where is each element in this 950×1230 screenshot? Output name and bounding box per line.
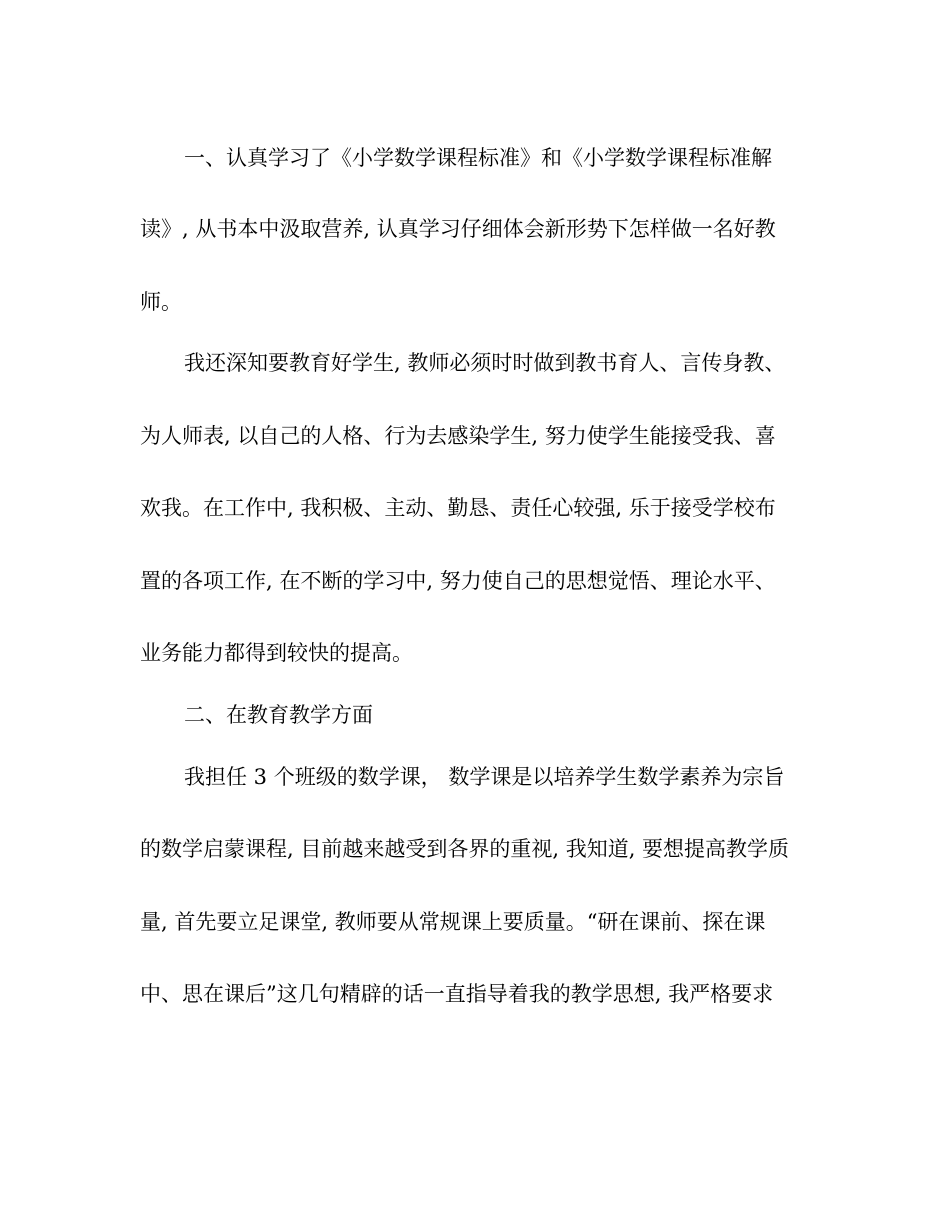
paragraph-2-line-1: 我还深知要教育好学生, 教师必须时时做到教书育人、言传身教、 xyxy=(184,351,786,375)
paragraph-1-line-1: 一、认真学习了《小学数学课程标准》和《小学数学课程标准解 xyxy=(184,146,772,170)
paragraph-3-line-2: 的数学启蒙课程, 目前越来越受到各界的重视, 我知道, 要想提高教学质 xyxy=(140,837,790,861)
paragraph-2-line-3: 欢我。在工作中, 我积极、主动、勤恳、责任心较强, 乐于接受学校布 xyxy=(140,496,776,520)
paragraph-3-line-3: 量, 首先要立足课堂, 教师要从常规课上要质量。“研在课前、探在课 xyxy=(140,910,766,934)
paragraph-3-line-4: 中、思在课后”这几句精辟的话一直指导着我的教学思想, 我严格要求 xyxy=(140,982,774,1006)
section-heading-2: 二、在教育教学方面 xyxy=(184,703,373,727)
paragraph-3-line-1: 我担任 3 个班级的数学课， 数学课是以培养学生数学素养为宗旨 xyxy=(184,765,785,789)
paragraph-2-line-2: 为人师表, 以自己的人格、行为去感染学生, 努力使学生能接受我、喜 xyxy=(140,424,776,448)
paragraph-1-line-2: 读》, 从书本中汲取营养, 认真学习仔细体会新形势下怎样做一名好教 xyxy=(140,217,776,241)
paragraph-2-line-4: 置的各项工作, 在不断的学习中, 努力使自己的思想觉悟、理论水平、 xyxy=(140,569,776,593)
paragraph-2-line-5: 业务能力都得到较快的提高。 xyxy=(140,641,413,665)
paragraph-1-line-3: 师。 xyxy=(140,290,182,314)
